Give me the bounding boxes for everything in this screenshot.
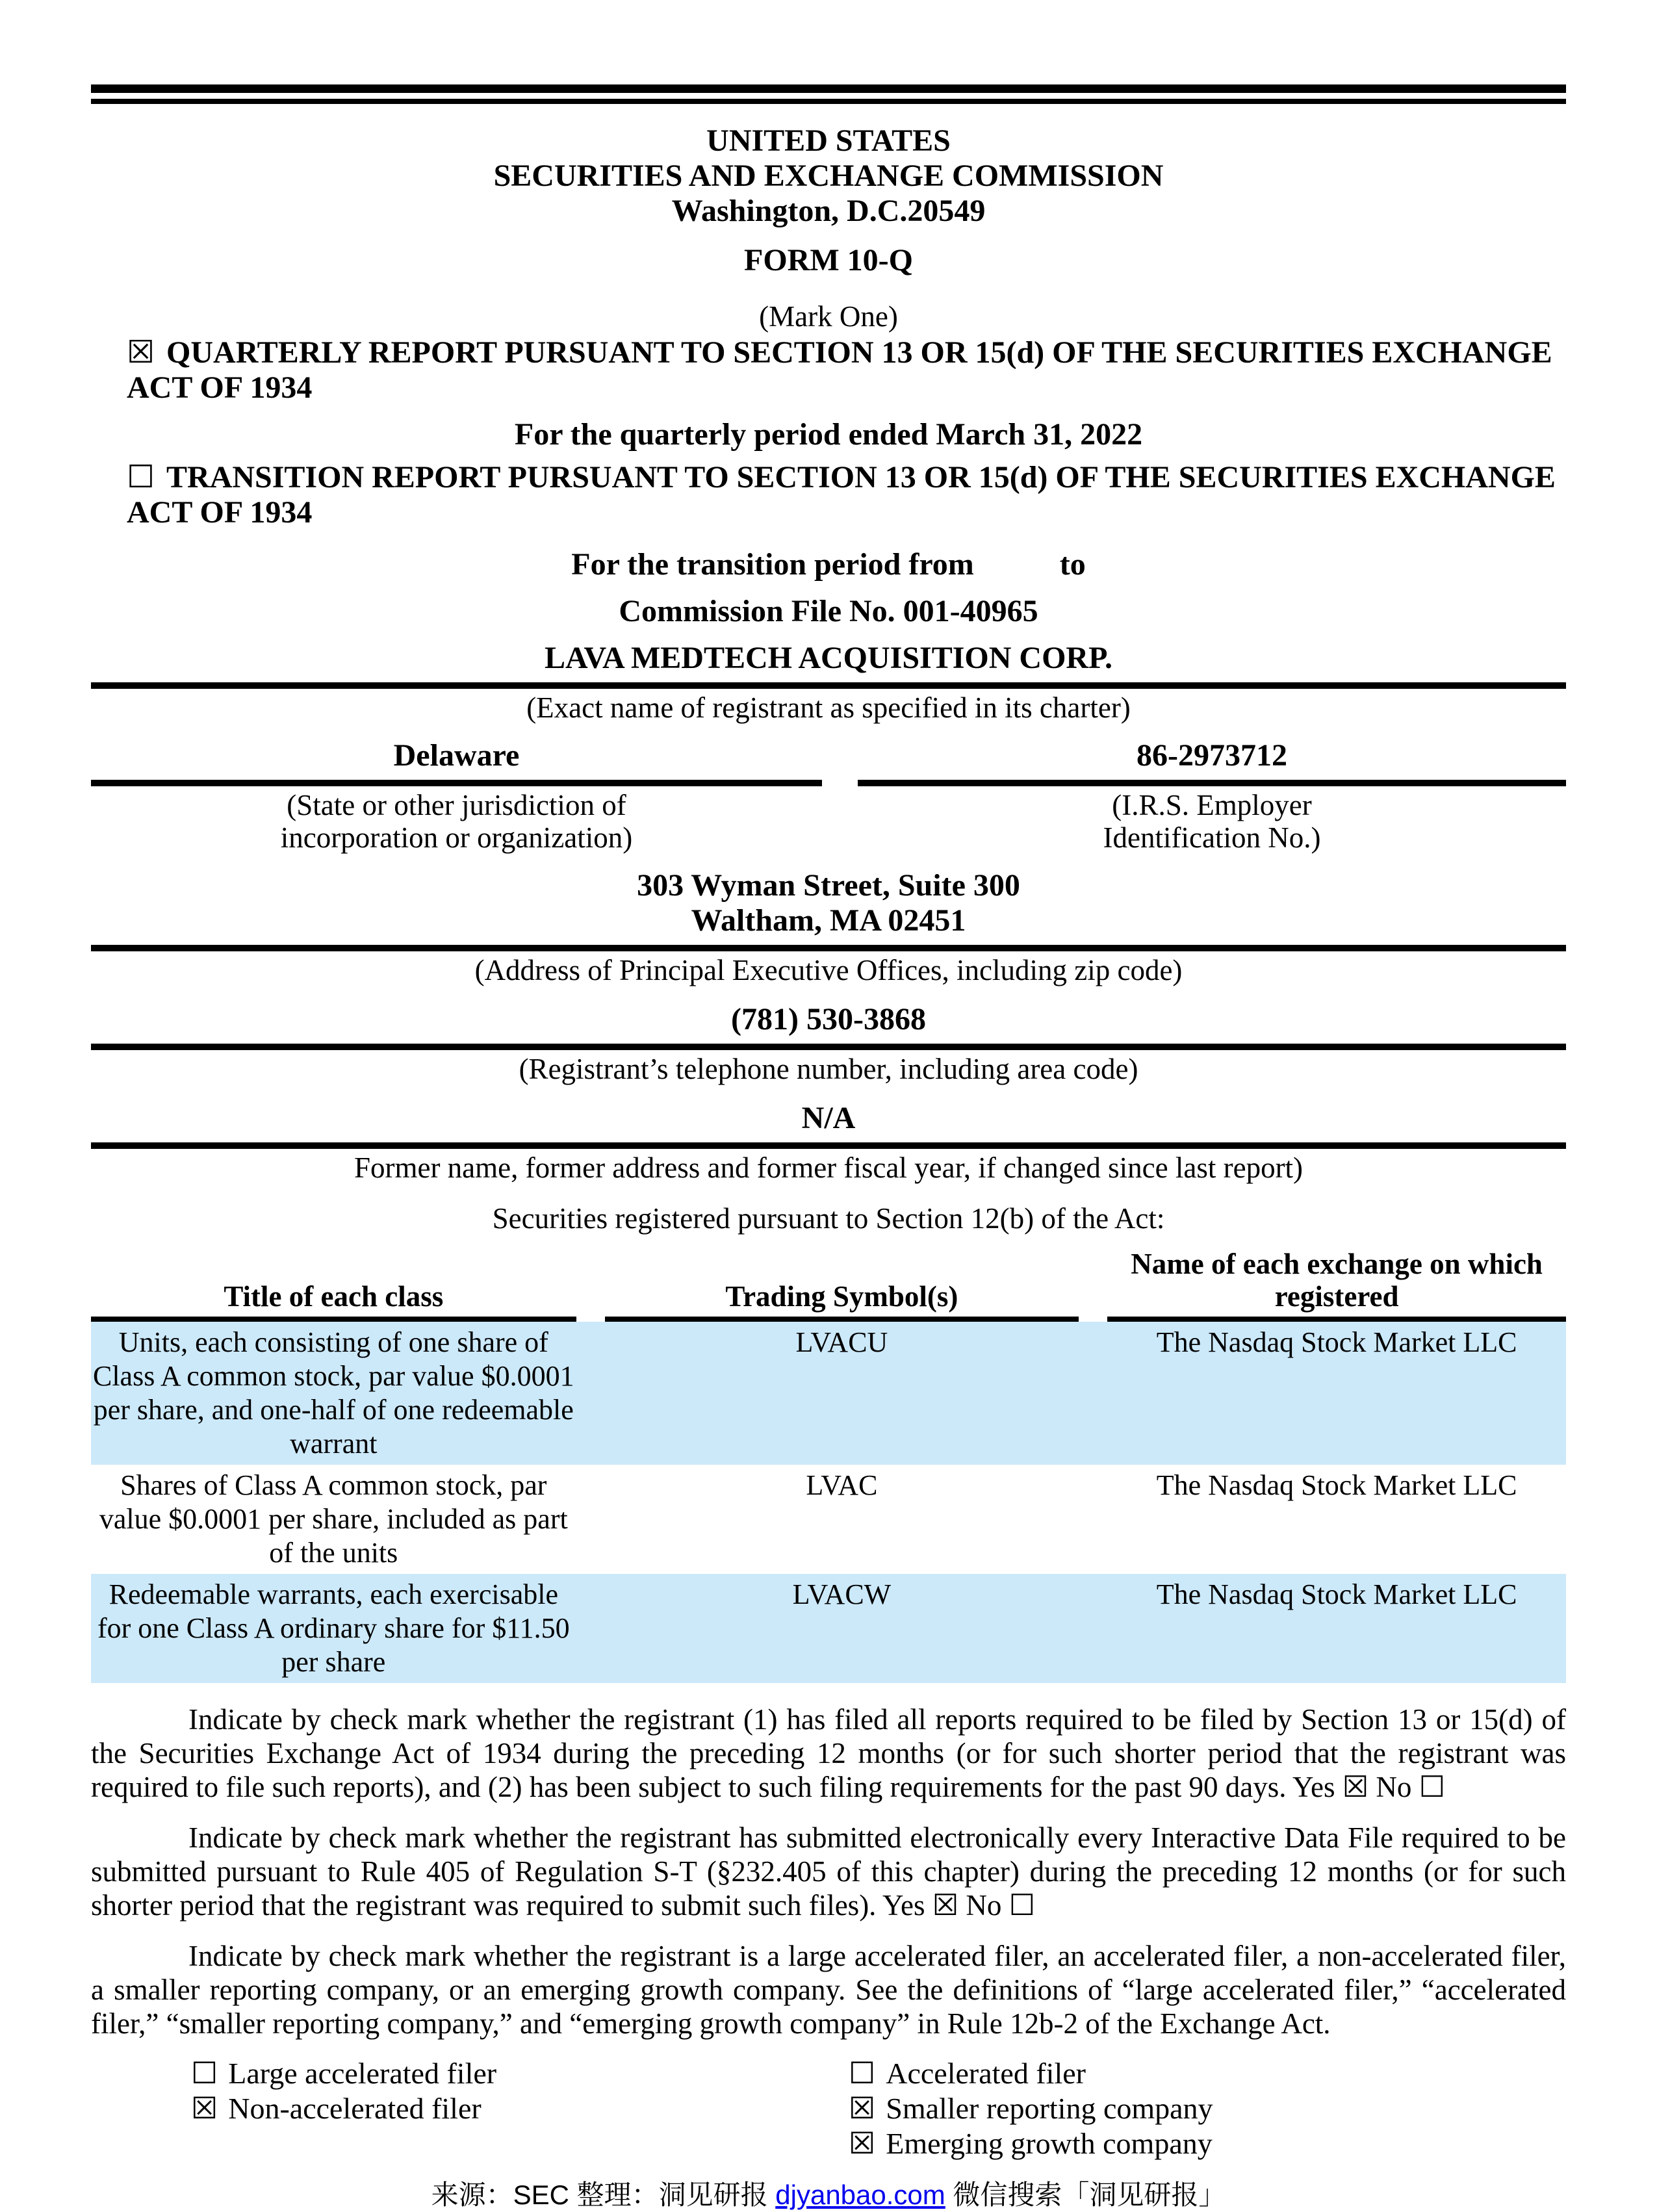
filer-option-emerging-growth: ☒ Emerging growth company [849,2127,1213,2160]
state-caption-line2: incorporation or organization) [280,821,633,854]
trading-symbol-cell: LVAC [806,1469,878,1501]
filer-status-right-column [849,2056,1566,2161]
filer-option-accelerated: ☐ Accelerated filer [849,2057,1086,2090]
irs-employer-id-value: 86-2973712 [1137,738,1287,773]
registrant-name-rule [91,682,1566,689]
filer-option-non-accelerated: ☒ Non-accelerated filer [191,2092,482,2125]
non-accelerated-checkbox-checked-icon: ☒ [191,2092,218,2125]
exact-name-caption: (Exact name of registrant as specified in its charter) [526,691,1131,724]
header-washington-dc: Washington, D.C.20549 [671,194,986,228]
telephone-rule [91,1044,1566,1050]
exchange-name-cell: The Nasdaq Stock Market LLC [1156,1578,1517,1610]
transition-report-checkbox-empty-icon: ☐ [127,460,155,495]
commission-file-number: Commission File No. 001-40965 [619,594,1038,628]
column-header-exchange-name: Name of each exchange on which registered [1107,1248,1566,1322]
column-header-title-of-each-class: Title of each class [91,1248,576,1322]
header-united-states: UNITED STATES [706,123,951,158]
irs-caption-line2: Identification No.) [1103,821,1321,854]
large-accelerated-checkbox-empty-icon: ☐ [191,2057,218,2090]
address-street: 303 Wyman Street, Suite 300 [637,868,1020,903]
emerging-growth-checkbox-checked-icon: ☒ [849,2127,876,2160]
irs-caption-line1: (I.R.S. Employer [1112,789,1312,821]
quarterly-report-checkline [91,335,1566,405]
header-sec-commission: SECURITIES AND EXCHANGE COMMISSION [493,159,1164,193]
registrant-name: LAVA MEDTECH ACQUISITION CORP. [544,641,1112,675]
telephone-number: (781) 530-3868 [731,1002,926,1036]
state-of-incorporation-value: Delaware [393,738,520,773]
filer-status-grid [91,2056,1566,2161]
former-name-value: N/A [801,1101,856,1135]
security-title-cell: Redeemable warrants, each exercisable for one Class A ordinary share for $11.50 per share [97,1578,570,1678]
address-city-state-zip: Waltham, MA 02451 [691,903,966,938]
top-rule-primary [91,84,1566,93]
address-rule [91,945,1566,951]
transition-report-label: TRANSITION REPORT PURSUANT TO SECTION 13 OR 15(d) OF THE SECURITIES EXCHANGE ACT OF 1934 [127,460,1556,530]
former-name-rule [91,1142,1566,1149]
filer-option-smaller-reporting: ☒ Smaller reporting company [849,2092,1213,2125]
security-title-cell: Units, each consisting of one share of Class A common stock, par value $0.0001 per share, and one-half of one redeemable warrant [92,1326,574,1460]
djyanbao-link[interactable]: djyanbao.com [775,2180,945,2210]
footer-wechat-text: 微信搜索「洞见研报」 [945,2180,1226,2210]
exchange-name-cell: The Nasdaq Stock Market LLC [1156,1469,1517,1501]
filer-definitions-paragraph: Indicate by check mark whether the registrant is a large accelerated filer, an accelerated filer, a non-accelerated filer, a smaller reporting company, or an emerging growth company. See the definitions of “large accelerated filer,” “accelerated filer,” “smaller reporting company,” and “emerging growth company” in Rule 12b-2 of the Exchange Act. [91,1940,1566,2040]
state-column-rule [91,780,822,786]
filer-option-large-accelerated: ☐ Large accelerated filer [191,2057,497,2090]
column-header-trading-symbols: Trading Symbol(s) [605,1248,1079,1322]
footer-source-text: 来源：SEC 整理：洞见研报 [431,2180,776,2210]
irs-number-column [858,738,1566,854]
filer-status-left-column [191,2056,849,2161]
accelerated-checkbox-empty-icon: ☐ [849,2057,876,2090]
state-of-incorporation-column [91,738,822,854]
quarterly-report-label: QUARTERLY REPORT PURSUANT TO SECTION 13 OR 15(d) OF THE SECURITIES EXCHANGE ACT OF 1934 [127,335,1552,405]
telephone-caption: (Registrant’s telephone number, including area code) [519,1053,1138,1085]
smaller-reporting-checkbox-checked-icon: ☒ [849,2092,876,2125]
table-row [91,1322,1566,1465]
former-name-caption: Former name, former address and former fiscal year, if changed since last report) [353,1151,1304,1184]
source-attribution-footer [91,2178,1566,2212]
trading-symbol-cell: LVACU [795,1326,888,1358]
transition-period-line: For the transition period from to [571,547,1086,582]
quarterly-period-line: For the quarterly period ended March 31, 2022 [514,417,1143,452]
securities-table-header-row [91,1248,1566,1322]
top-rule-secondary [91,99,1566,104]
interactive-data-file-paragraph: Indicate by check mark whether the registrant has submitted electronically every Interactive Data File required to be submitted pursuant to Rule 405 of Regulation S-T (§232.405 of this chapter) during the preceding 12 months (or for such shorter period that the registrant was required to submit such files). Yes ☒ No ☐ [91,1821,1566,1922]
table-row [91,1465,1566,1574]
irs-column-rule [858,780,1566,786]
exchange-name-cell: The Nasdaq Stock Market LLC [1156,1326,1517,1358]
security-title-cell: Shares of Class A common stock, par value $0.0001 per share, included as part of the units [99,1469,568,1569]
table-row [91,1574,1566,1683]
state-caption-line1: (State or other jurisdiction of [287,789,626,821]
form-title: FORM 10-Q [744,243,913,277]
transition-report-checkline [91,460,1566,530]
incorporation-block [91,738,1566,854]
securities-registered-intro: Securities registered pursuant to Section 12(b) of the Act: [492,1202,1165,1235]
filed-reports-paragraph: Indicate by check mark whether the registrant (1) has filed all reports required to be filed by Section 13 or 15(d) of the Securities Exchange Act of 1934 during the preceding 12 months (or for such shorter period that the registrant was required to file such reports), and (2) has been subject to such filing requirements for the past 90 days. Yes ☒ No ☐ [91,1703,1566,1803]
securities-table [91,1248,1566,1683]
address-caption: (Address of Principal Executive Offices, including zip code) [474,954,1183,986]
quarterly-report-checkbox-checked-icon: ☒ [127,335,155,370]
mark-one-label: (Mark One) [759,300,898,333]
trading-symbol-cell: LVACW [792,1578,892,1610]
document-header [91,123,1566,229]
